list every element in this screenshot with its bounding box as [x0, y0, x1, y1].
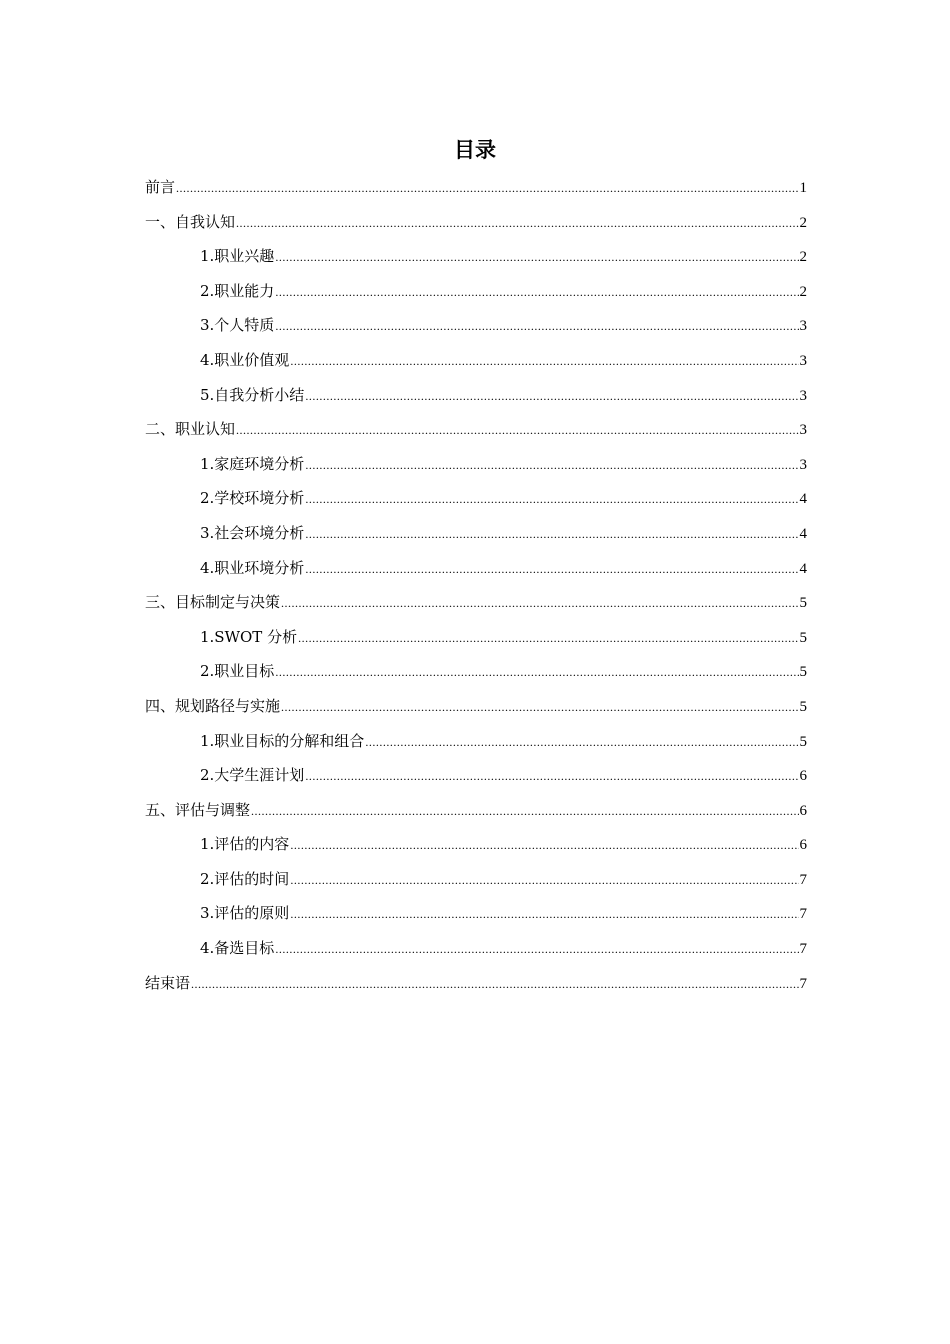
toc-entry[interactable]: [145, 724, 807, 759]
toc-entry-page: 3: [799, 352, 807, 369]
toc-entry-label: 三、目标制定与决策: [145, 593, 281, 612]
toc-entry[interactable]: [145, 896, 807, 931]
toc-dot-leader: [281, 586, 798, 621]
toc-dot-leader: [176, 171, 798, 206]
toc-entry-label: 5.自我分析小结: [200, 385, 305, 404]
toc-dot-leader: [298, 621, 798, 656]
toc-entry-page: 3: [799, 456, 807, 473]
toc-dot-leader: [305, 379, 798, 414]
toc-entry-page: 2: [799, 249, 807, 266]
toc-entry[interactable]: [145, 862, 807, 897]
toc-entry-page: 6: [799, 837, 807, 854]
toc-dot-leader: [275, 240, 798, 275]
toc-dot-leader: [305, 448, 798, 483]
toc-entry[interactable]: [145, 170, 807, 205]
toc-entry-label: 1.SWOT 分析: [200, 627, 298, 646]
toc-entry-label: 1.家庭环境分析: [200, 454, 305, 473]
toc-entry-label: 1.评估的内容: [200, 835, 290, 854]
toc-entry-label: 2.大学生涯计划: [200, 766, 305, 785]
toc-entry-page: 7: [799, 871, 807, 888]
toc-entry[interactable]: [145, 551, 807, 586]
toc-dot-leader: [275, 932, 798, 967]
toc-entry[interactable]: [145, 308, 807, 343]
toc-entry[interactable]: [145, 205, 807, 240]
toc-entry-label: 2.职业目标: [200, 662, 275, 681]
toc-dot-leader: [305, 517, 798, 552]
toc-entry[interactable]: [145, 343, 807, 378]
toc-entry-page: 6: [799, 768, 807, 785]
toc-dot-leader: [236, 413, 798, 448]
toc-entry-label: 2.职业能力: [200, 281, 275, 300]
toc-entry-page: 5: [799, 629, 807, 646]
toc-entry-label: 四、规划路径与实施: [145, 696, 281, 715]
toc-dot-leader: [305, 482, 798, 517]
toc-entry[interactable]: [145, 758, 807, 793]
toc-entry-page: 1: [799, 180, 807, 196]
toc-dot-leader: [251, 794, 798, 829]
toc-list: [145, 170, 807, 1000]
toc-entry[interactable]: [145, 793, 807, 828]
toc-entry-page: 5: [799, 595, 807, 612]
toc-dot-leader: [290, 863, 798, 898]
toc-entry[interactable]: [145, 585, 807, 620]
toc-dot-leader: [275, 655, 798, 690]
toc-entry[interactable]: [145, 620, 807, 655]
toc-entry-page: 2: [799, 283, 807, 300]
toc-entry[interactable]: [145, 412, 807, 447]
toc-dot-leader: [290, 897, 798, 932]
toc-dot-leader: [305, 759, 798, 794]
toc-entry-page: 3: [799, 387, 807, 404]
toc-entry[interactable]: [145, 654, 807, 689]
toc-entry-label: 2.评估的时间: [200, 869, 290, 888]
toc-entry-page: 4: [799, 491, 807, 508]
toc-dot-leader: [305, 552, 798, 587]
toc-entry[interactable]: [145, 516, 807, 551]
toc-entry-page: 5: [799, 698, 807, 715]
toc-entry-page: 6: [799, 802, 807, 819]
toc-title: 目录: [454, 138, 496, 162]
toc-entry[interactable]: [145, 931, 807, 966]
toc-entry-label: 3.个人特质: [200, 316, 275, 335]
toc-entry-label: 五、评估与调整: [145, 800, 251, 819]
toc-dot-leader: [191, 967, 798, 1002]
toc-entry-label: 前言: [145, 178, 176, 196]
toc-dot-leader: [236, 206, 798, 241]
toc-entry-label: 3.评估的原则: [200, 904, 290, 923]
toc-entry-label: 二、职业认知: [145, 420, 236, 439]
toc-entry-page: 7: [799, 975, 807, 992]
toc-dot-leader: [275, 309, 798, 344]
toc-entry[interactable]: [145, 966, 807, 1001]
toc-entry-page: 3: [799, 318, 807, 335]
toc-entry[interactable]: [145, 239, 807, 274]
toc-dot-leader: [281, 690, 798, 725]
toc-entry-label: 2.学校环境分析: [200, 489, 305, 508]
toc-entry[interactable]: [145, 274, 807, 309]
toc-entry[interactable]: [145, 481, 807, 516]
toc-entry-label: 一、自我认知: [145, 212, 236, 231]
toc-entry[interactable]: [145, 689, 807, 724]
toc-entry-page: 3: [799, 422, 807, 439]
toc-entry-page: 5: [799, 733, 807, 750]
toc-entry-page: 7: [799, 906, 807, 923]
toc-entry-page: 5: [799, 664, 807, 681]
toc-entry-label: 1.职业目标的分解和组合: [200, 731, 365, 750]
toc-entry-label: 4.备选目标: [200, 939, 275, 958]
toc-dot-leader: [275, 275, 798, 310]
toc-entry-label: 4.职业环境分析: [200, 558, 305, 577]
toc-entry-label: 4.职业价值观: [200, 350, 290, 369]
toc-entry-label: 1.职业兴趣: [200, 247, 275, 266]
toc-dot-leader: [290, 344, 798, 379]
toc-entry-label: 结束语: [145, 973, 191, 992]
toc-dot-leader: [290, 828, 798, 863]
toc-dot-leader: [365, 725, 798, 760]
toc-entry-page: 2: [799, 214, 807, 231]
toc-entry-page: 7: [799, 941, 807, 958]
toc-entry[interactable]: [145, 447, 807, 482]
toc-entry[interactable]: [145, 827, 807, 862]
toc-entry-label: 3.社会环境分析: [200, 523, 305, 542]
toc-entry[interactable]: [145, 378, 807, 413]
toc-entry-page: 4: [799, 525, 807, 542]
toc-entry-page: 4: [799, 560, 807, 577]
